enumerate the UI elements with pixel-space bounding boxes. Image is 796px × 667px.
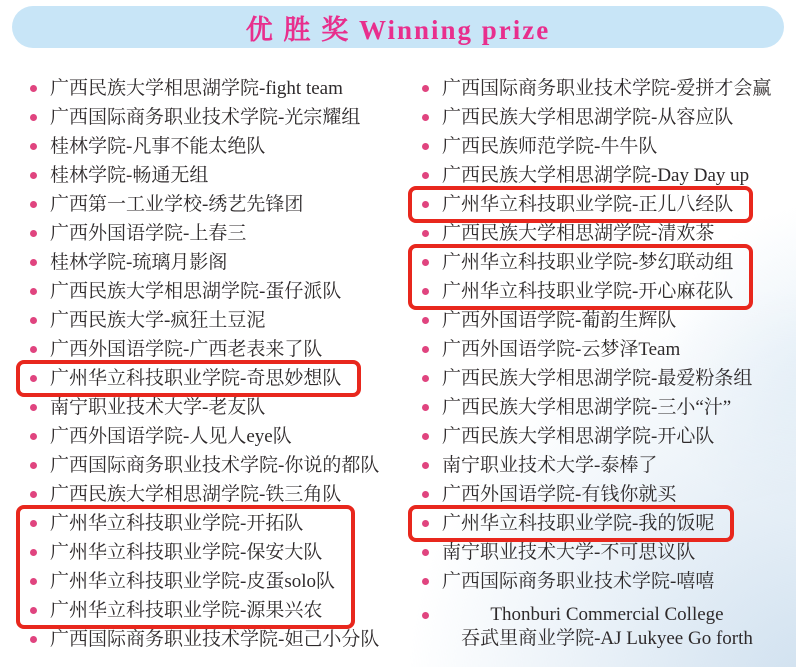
list-item (30, 596, 335, 625)
list-item-label: 广西外国语学院-上春三 (50, 223, 247, 244)
list-item-label: 广州华立科技职业学院-保安大队 (50, 542, 323, 563)
list-item (422, 509, 714, 538)
list-item-label: 广西外国语学院-云梦泽Team (442, 339, 681, 360)
list-item (422, 567, 796, 596)
bullet-icon (422, 85, 429, 92)
highlight-box (16, 360, 361, 397)
bullet-icon (422, 462, 429, 469)
bullet-icon (30, 549, 37, 556)
list-item (422, 306, 796, 335)
list-item (422, 248, 733, 277)
list-item-line2: 吞武里商业学院-AJ Lukyee Go forth (461, 628, 753, 649)
list-item (30, 161, 398, 190)
list-item (422, 190, 733, 219)
list-item (422, 422, 796, 451)
list-item-label: 广西民族大学相思湖学院-三小“汁” (442, 397, 732, 418)
bullet-icon (422, 578, 429, 585)
list-item (30, 277, 398, 306)
highlight-box (408, 244, 753, 310)
bullet-icon (422, 143, 429, 150)
list-item-label: 桂林学院-畅通无组 (50, 165, 209, 186)
bullet-icon (30, 288, 37, 295)
list-item (422, 393, 796, 422)
bullet-icon (422, 317, 429, 324)
list-item (422, 132, 796, 161)
list-item (422, 277, 733, 306)
winners-list (0, 74, 796, 654)
bullet-icon (30, 172, 37, 179)
list-item (422, 103, 796, 132)
list-item-label: 广西外国语学院-人见人eye队 (50, 426, 292, 447)
list-item-label: 广西民族大学相思湖学院-fight team (50, 78, 343, 99)
bullet-icon (422, 259, 429, 266)
list-item (422, 74, 796, 103)
bullet-icon (422, 549, 429, 556)
bullet-icon (30, 607, 37, 614)
bullet-icon (30, 317, 37, 324)
bullet-icon (422, 375, 429, 382)
list-item-label: 广西民族大学-疯狂土豆泥 (50, 310, 266, 331)
bullet-icon (30, 375, 37, 382)
list-item (422, 161, 796, 190)
list-item-label: 南宁职业技术大学-老友队 (50, 397, 266, 418)
column-right (398, 74, 796, 654)
list-item (30, 74, 398, 103)
list-item-label: 南宁职业技术大学-不可思议队 (442, 542, 696, 563)
list-item-label: 广州华立科技职业学院-源果兴农 (50, 600, 323, 621)
list-item (422, 600, 796, 652)
list-item-label: 广西民族大学相思湖学院-最爱粉条组 (442, 368, 753, 389)
list-item-label: 广州华立科技职业学院-正儿八经队 (442, 194, 734, 215)
list-item-label: 桂林学院-凡事不能太绝队 (50, 136, 266, 157)
bullet-icon (422, 404, 429, 411)
bullet-icon (30, 578, 37, 585)
bullet-icon (30, 230, 37, 237)
list-item (30, 625, 398, 654)
list-item-label: 广西民族大学相思湖学院-开心队 (442, 426, 715, 447)
list-item-label: 桂林学院-琉璃月影阁 (50, 252, 228, 273)
list-item (30, 190, 398, 219)
title-banner (12, 6, 784, 48)
list-item (30, 132, 398, 161)
list-item (30, 538, 335, 567)
bullet-icon (422, 520, 429, 527)
bullet-icon (30, 259, 37, 266)
list-item-line1: Thonburi Commercial College (490, 604, 724, 625)
list-item (422, 364, 796, 393)
list-item-label: 广州华立科技职业学院-我的饭呢 (442, 513, 715, 534)
list-item-label: 广西民族大学相思湖学院-蛋仔派队 (50, 281, 342, 302)
bullet-icon (30, 491, 37, 498)
bullet-icon (422, 612, 429, 619)
bullet-icon (30, 143, 37, 150)
bullet-icon (30, 520, 37, 527)
bullet-icon (30, 114, 37, 121)
list-item-label: 广州华立科技职业学院-开拓队 (50, 513, 304, 534)
bullet-icon (422, 433, 429, 440)
bullet-icon (422, 114, 429, 121)
bullet-icon (422, 288, 429, 295)
list-item-label: 广州华立科技职业学院-皮蛋solo队 (50, 571, 336, 592)
list-item-label: 广西国际商务职业技术学院-光宗耀组 (50, 107, 361, 128)
list-item-label (442, 600, 772, 651)
bullet-icon (422, 201, 429, 208)
list-item-label: 广西民族大学相思湖学院-清欢茶 (442, 223, 715, 244)
bullet-icon (30, 201, 37, 208)
list-item (30, 567, 335, 596)
bullet-icon (422, 172, 429, 179)
list-item (422, 335, 796, 364)
list-item-label: 广西外国语学院-葡韵生辉队 (442, 310, 677, 331)
bullet-icon (422, 346, 429, 353)
bullet-icon (422, 230, 429, 237)
column-left (0, 74, 398, 654)
list-item (30, 306, 398, 335)
highlight-box (408, 186, 753, 223)
bullet-icon (30, 433, 37, 440)
bullet-icon (30, 462, 37, 469)
list-item-label: 广州华立科技职业学院-开心麻花队 (442, 281, 734, 302)
list-item-label: 广西民族师范学院-牛牛队 (442, 136, 658, 157)
list-item-label: 广西国际商务职业技术学院-你说的都队 (50, 455, 380, 476)
highlight-box (408, 505, 734, 542)
list-item (30, 451, 398, 480)
list-item-label: 广西外国语学院-有钱你就买 (442, 484, 677, 505)
bullet-icon (30, 346, 37, 353)
list-item-label: 广西国际商务职业技术学院-爱拼才会赢 (442, 78, 772, 99)
list-item-label: 广西第一工业学校-绣艺先锋团 (50, 194, 304, 215)
list-item (30, 364, 341, 393)
bullet-icon (422, 491, 429, 498)
highlight-box (16, 505, 355, 629)
list-item-label: 广州华立科技职业学院-奇思妙想队 (50, 368, 342, 389)
page-title: 优 胜 奖 Winning prize (245, 14, 551, 45)
bullet-icon (30, 85, 37, 92)
list-item-label: 广西民族大学相思湖学院-Day Day up (442, 165, 750, 186)
list-item-label: 广西国际商务职业技术学院-嘻嘻 (442, 571, 715, 592)
list-item (30, 103, 398, 132)
list-item (30, 422, 398, 451)
list-item-label: 广西民族大学相思湖学院-铁三角队 (50, 484, 342, 505)
bullet-icon (30, 636, 37, 643)
list-item (30, 248, 398, 277)
list-item-label: 广西民族大学相思湖学院-从容应队 (442, 107, 734, 128)
list-item (30, 219, 398, 248)
list-item (422, 480, 796, 509)
list-item (422, 538, 796, 567)
bullet-icon (30, 404, 37, 411)
list-item-label: 广州华立科技职业学院-梦幻联动组 (442, 252, 734, 273)
list-item-label: 南宁职业技术大学-泰棒了 (442, 455, 658, 476)
list-item (30, 393, 398, 422)
list-item (30, 509, 335, 538)
list-item-label: 广西外国语学院-广西老表来了队 (50, 339, 323, 360)
list-item (422, 451, 796, 480)
list-item-label: 广西国际商务职业技术学院-妲己小分队 (50, 629, 380, 650)
